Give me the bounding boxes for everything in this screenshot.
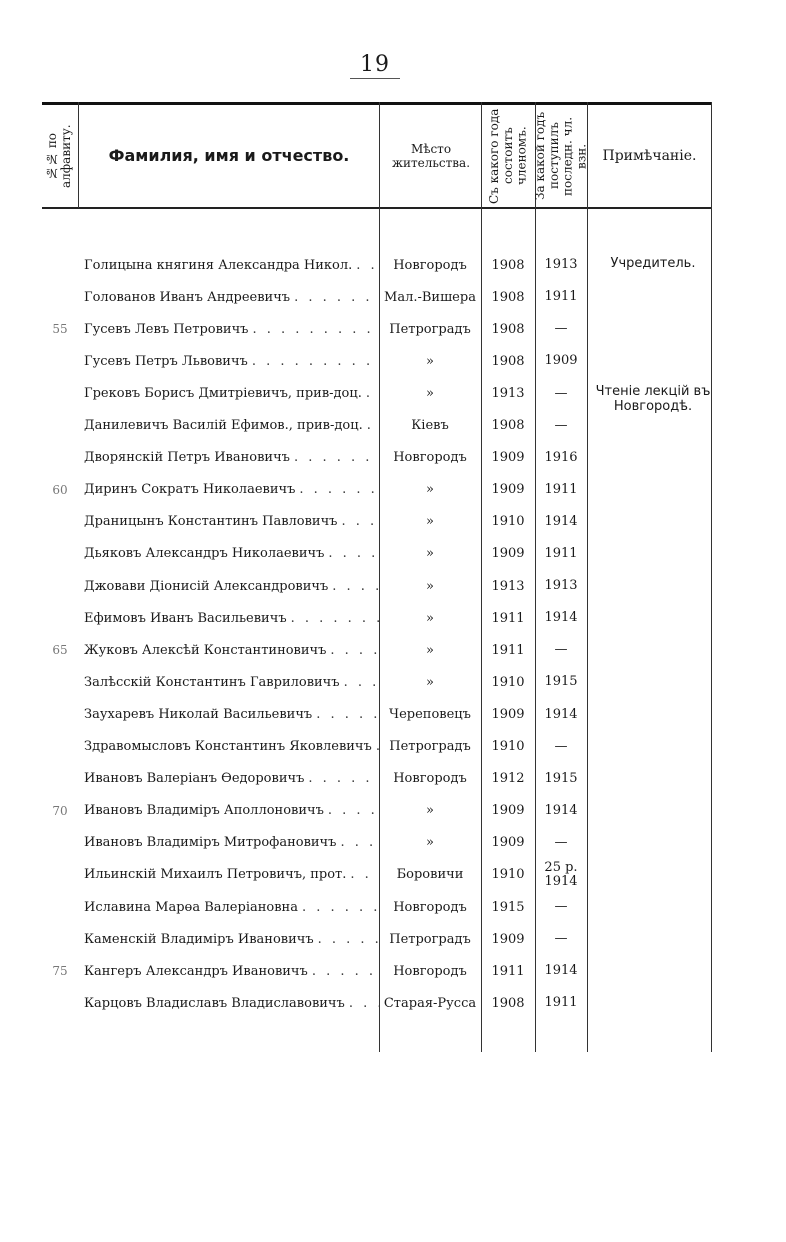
dot-leader [318,932,380,947]
note [594,987,712,1027]
row-number [42,731,78,763]
member-since-year: 1909 [491,482,525,498]
member-name-cell [84,859,380,891]
member-since-year: 1911 [491,963,525,979]
last-fee-year: 1911 [544,289,578,305]
last-fee-year: 1911 [544,995,578,1011]
dot-leader [328,546,380,561]
last-fee-year: 1914 [544,963,578,979]
table-row [42,666,712,698]
member-name: Дьяковъ Александръ Николаевичъ [84,546,325,562]
dot-leader [350,867,380,882]
row-number [42,602,78,634]
header-name-text: Фамилия, имя и отчество. [108,146,350,166]
dot-leader [356,258,380,273]
dot-leader [308,771,380,786]
member-since-year: 1908 [491,321,525,337]
residence: » [426,514,434,530]
member-name-cell [84,698,380,730]
member-name: Ивановъ Владиміръ Аполлоновичъ [84,803,324,819]
last-fee-year: 1914 [544,610,578,626]
member-name: Диринъ Сократъ Николаевичъ [84,482,296,498]
residence: Новгородъ [393,899,467,915]
member-since-year: 1908 [491,418,525,433]
residence: Петроградъ [389,321,471,337]
member-since-year: 1913 [491,385,525,401]
residence: » [426,578,434,594]
table-row [42,442,712,474]
header-note [588,106,711,206]
residence: » [426,385,434,401]
row-number: 55 [52,322,68,337]
member-since-year: 1913 [491,578,525,594]
row-number [42,538,78,570]
last-fee-year: — [554,417,568,433]
last-fee-year: — [554,738,568,754]
member-name: Гусевъ Левъ Петровичъ [84,321,249,337]
member-name-cell [84,634,380,666]
header-paid [532,106,589,206]
last-fee-year: 25 р. 1914 [544,860,578,889]
residence: Петроградъ [389,739,471,754]
member-name: Гусевъ Петръ Львовичъ [84,353,248,369]
member-name-cell [84,987,380,1019]
member-name: Голицына княгиня Александра Никол. [84,257,353,273]
last-fee-year: 1915 [544,674,578,690]
member-name: Заухаревъ Николай Васильевичъ [84,706,313,722]
last-fee-year: — [554,321,568,337]
member-since-year: 1908 [491,353,525,369]
member-name-cell [84,731,380,763]
header-place [388,106,474,206]
member-name-cell [84,795,380,827]
note: Чтеніе лекцій въ Новгородѣ. [595,384,711,415]
row-number: 60 [52,482,68,497]
dot-leader [330,643,380,658]
row-number: 75 [52,964,68,979]
dot-leader [302,900,380,915]
member-since-year: 1909 [491,546,525,562]
table-row [42,955,712,987]
member-name: Иславина Марөа Валеріановна [84,899,298,915]
last-fee-year: 1911 [544,546,578,562]
member-since-year: 1909 [491,835,525,851]
table-row [42,891,712,923]
member-name-cell [84,666,380,698]
member-since-year: 1912 [491,771,525,787]
last-fee-year: — [554,834,568,850]
member-since-year: 1908 [491,289,525,305]
table-row [42,763,712,795]
row-number: 70 [52,803,68,818]
table-row [42,377,712,415]
member-name: Джовави Діонисій Александровичъ [84,578,329,594]
last-fee-year: — [554,931,568,947]
residence: Новгородъ [393,257,467,273]
member-name-cell [84,345,380,377]
member-since-year: 1909 [491,450,525,466]
member-name: Ивановъ Владиміръ Митрофановичъ [84,835,337,851]
table-row [42,538,712,570]
member-name-cell [84,442,380,474]
member-name-cell [84,538,380,570]
member-name-cell [84,506,380,538]
dot-leader [349,996,380,1011]
last-fee-year: 1915 [544,770,578,786]
table-row [42,506,712,538]
table-row [42,634,712,666]
row-number [42,570,78,602]
member-since-year: 1909 [491,706,525,722]
last-fee-year: 1913 [544,578,578,594]
member-name: Голованов Иванъ Андреевичъ [84,289,291,305]
table-top-rule [42,102,712,105]
member-name: Драницынъ Константинъ Павловичъ [84,514,338,530]
page-number: 19 [360,52,390,77]
header-place-text: Мѣсто жительства. [391,141,471,170]
dot-leader [294,450,380,465]
dot-leader [332,579,380,594]
member-since-year: 1910 [491,739,525,754]
dot-leader [316,707,380,722]
residence: » [426,803,434,819]
member-name: Жуковъ Алексѣй Константиновичъ [84,642,327,658]
member-name-cell [84,474,380,506]
member-name-cell [84,955,380,987]
members-table [42,102,712,1052]
dot-leader [252,322,380,337]
last-fee-year: 1916 [544,449,578,465]
last-fee-year: 1914 [544,802,578,818]
header-joined-text: Съ какого года состоитъ членомъ. [486,108,529,204]
dot-leader [367,418,380,433]
header-number-text: №№ по алфавиту. [45,124,73,188]
residence: Новгородъ [393,771,467,787]
row-number [42,506,78,538]
residence: » [426,610,434,626]
row-number [42,891,78,923]
member-since-year: 1908 [491,995,525,1011]
member-name: Ефимовъ Иванъ Васильевичъ [84,610,287,626]
row-number [42,698,78,730]
member-name: Карцовъ Владиславъ Владиславовичъ [84,995,345,1011]
table-row [42,281,712,313]
residence: Новгородъ [393,963,467,979]
table-row [42,827,712,859]
residence: Мал.-Вишера [384,289,476,305]
member-name: Каменскій Владиміръ Ивановичъ [84,931,314,947]
residence: » [426,482,434,498]
dot-leader [328,803,380,818]
last-fee-year: — [554,899,568,915]
row-number [42,923,78,955]
table-row [42,410,712,442]
dot-leader [312,964,380,979]
header-paid-text: За какой годъ поступилъ последн. чл. взн. [532,111,589,201]
dot-leader [340,835,380,850]
table-row [42,313,712,345]
last-fee-year: — [554,385,568,401]
table-row [42,345,712,377]
last-fee-year: 1913 [544,257,578,273]
member-name: Кангеръ Александръ Ивановичъ [84,963,308,979]
row-number [42,442,78,474]
member-name-cell [84,377,380,409]
row-number [42,345,78,377]
row-number [42,377,78,409]
row-number [42,410,78,442]
table-row [42,795,712,827]
member-name-cell [84,410,380,442]
member-name-cell [84,763,380,795]
member-name: Ильинскій Михаилъ Петровичъ, прот. [84,867,347,883]
last-fee-year: 1911 [544,481,578,497]
dot-leader [366,386,380,401]
row-number [42,763,78,795]
residence: » [426,835,434,851]
member-name-cell [84,602,380,634]
residence: Череповецъ [389,706,471,722]
member-name: Данилевичъ Василій Ефимов., прив-доц. [84,418,363,433]
last-fee-year: 1914 [544,513,578,529]
member-name-cell [84,923,380,955]
residence: » [426,674,434,690]
row-number [42,249,78,281]
member-since-year: 1915 [491,899,525,915]
row-number [42,281,78,313]
member-name-cell [84,281,380,313]
member-since-year: 1911 [491,610,525,626]
residence: Новгородъ [393,450,467,466]
residence: Боровичи [396,867,464,883]
member-name: Дворянскій Петръ Ивановичъ [84,450,290,466]
residence: » [426,353,434,369]
last-fee-year: 1909 [544,353,578,369]
table-row [42,249,712,281]
table-row [42,698,712,730]
dot-leader [252,354,380,369]
row-number [42,859,78,891]
member-since-year: 1910 [491,867,525,883]
residence: » [426,642,434,658]
dot-leader [291,611,380,626]
table-row [42,923,712,955]
header-joined [482,106,535,206]
table-row [42,731,712,763]
member-since-year: 1910 [491,514,525,530]
header-note-text: Примѣчаніе. [602,147,697,164]
header-bottom-rule [42,207,712,209]
member-name: Здравомысловъ Константинъ Яковлевичъ [84,739,372,754]
member-since-year: 1909 [491,803,525,819]
member-since-year: 1909 [491,931,525,947]
member-name: Залѣсскій Константинъ Гавриловичъ [84,674,340,690]
table-row [42,570,712,602]
member-name-cell [84,570,380,602]
member-name-cell [84,313,380,345]
header-number [42,106,78,206]
page-number-rule [350,78,400,79]
residence: Петроградъ [389,931,471,947]
table-row [42,987,712,1019]
row-number: 65 [52,643,68,658]
dot-leader [299,482,380,497]
row-number [42,827,78,859]
residence: Кіевъ [411,418,449,433]
last-fee-year: 1914 [544,706,578,722]
header-name [79,106,379,206]
table-row [42,602,712,634]
member-since-year: 1910 [491,674,525,690]
row-number [42,666,78,698]
dot-leader [344,675,380,690]
member-name-cell [84,827,380,859]
member-name: Ивановъ Валеріанъ Өедоровичъ [84,771,305,787]
table-row [42,859,712,891]
member-name-cell [84,249,380,281]
residence: Старая-Русса [383,995,477,1011]
dot-leader [341,514,380,529]
note: Учредитель. [610,256,696,271]
dot-leader [294,290,380,305]
last-fee-year: — [554,642,568,658]
member-since-year: 1908 [491,257,525,273]
row-number [42,987,78,1019]
member-name: Грековъ Борисъ Дмитріевичъ, прив-доц. [84,385,362,401]
member-name-cell [84,891,380,923]
residence: » [426,546,434,562]
member-since-year: 1911 [491,642,525,658]
table-row [42,474,712,506]
